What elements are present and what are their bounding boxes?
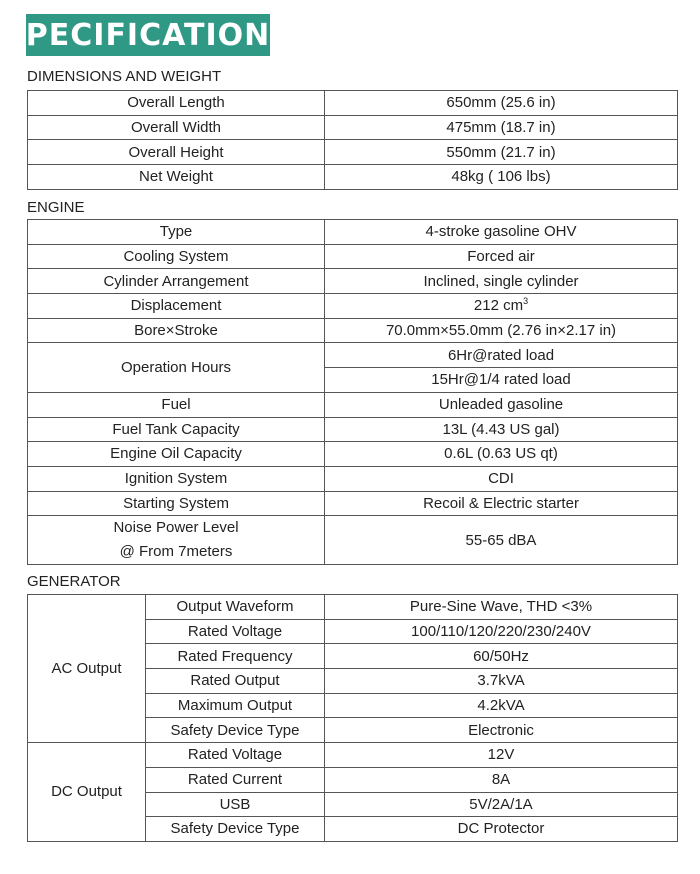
table-row [28, 516, 678, 565]
spec-value: 15Hr@1/4 rated load [325, 368, 678, 393]
spec-label: Overall Height [28, 140, 325, 165]
table-row [28, 392, 678, 417]
section-title-engine: ENGINE [27, 199, 85, 216]
table-row [28, 115, 678, 140]
table-row [28, 140, 678, 165]
spec-label: Safety Device Type [146, 718, 325, 743]
spec-value: 5V/2A/1A [325, 792, 678, 817]
spec-value: 55-65 dBA [325, 516, 678, 565]
spec-label: Cylinder Arrangement [28, 269, 325, 294]
spec-label: Type [28, 220, 325, 245]
table-row [28, 318, 678, 343]
spec-label: Operation Hours [28, 343, 325, 392]
table-row [28, 220, 678, 245]
table-row [28, 244, 678, 269]
spec-value: Forced air [325, 244, 678, 269]
spec-label: Rated Output [146, 669, 325, 694]
spec-value: CDI [325, 466, 678, 491]
spec-label: Fuel [28, 392, 325, 417]
group-label-dc: DC Output [28, 743, 146, 842]
spec-value: Unleaded gasoline [325, 392, 678, 417]
spec-label [28, 516, 325, 565]
spec-label: Cooling System [28, 244, 325, 269]
table-row [28, 491, 678, 516]
noise-label-line1: Noise Power Level [113, 519, 239, 537]
spec-label: Rated Frequency [146, 644, 325, 669]
spec-value: 475mm (18.7 in) [325, 115, 678, 140]
spec-label: USB [146, 792, 325, 817]
dimensions-table [27, 90, 678, 190]
table-row [28, 743, 678, 768]
spec-label: Fuel Tank Capacity [28, 417, 325, 442]
spec-value: Inclined, single cylinder [325, 269, 678, 294]
spec-label: Maximum Output [146, 693, 325, 718]
spec-value: 100/110/120/220/230/240V [325, 619, 678, 644]
table-row [28, 466, 678, 491]
spec-label: Rated Voltage [146, 743, 325, 768]
spec-value: 13L (4.43 US gal) [325, 417, 678, 442]
spec-value: 3.7kVA [325, 669, 678, 694]
table-row [28, 165, 678, 190]
spec-label: Rated Voltage [146, 619, 325, 644]
spec-value: DC Protector [325, 817, 678, 842]
spec-value: 6Hr@rated load [325, 343, 678, 368]
table-row [28, 442, 678, 467]
spec-label: Starting System [28, 491, 325, 516]
spec-label: Displacement [28, 294, 325, 319]
noise-label-line2: @ From 7meters [119, 543, 233, 561]
group-label-ac: AC Output [28, 595, 146, 743]
spec-label: Ignition System [28, 466, 325, 491]
spec-value: 0.6L (0.63 US qt) [325, 442, 678, 467]
spec-value: Pure-Sine Wave, THD <3% [325, 595, 678, 620]
spec-value: 60/50Hz [325, 644, 678, 669]
generator-table [27, 594, 678, 842]
table-row [28, 294, 678, 319]
displacement-value: 212 cm [473, 297, 524, 315]
spec-value: 4-stroke gasoline OHV [325, 220, 678, 245]
unit-superscript: 3 [523, 296, 529, 307]
table-row [28, 595, 678, 620]
spec-label: Safety Device Type [146, 817, 325, 842]
table-row [28, 91, 678, 116]
spec-label: Bore×Stroke [28, 318, 325, 343]
spec-value: 8A [325, 767, 678, 792]
spec-label: Overall Width [28, 115, 325, 140]
spec-value: 650mm (25.6 in) [325, 91, 678, 116]
engine-table [27, 219, 678, 565]
spec-label: Engine Oil Capacity [28, 442, 325, 467]
spec-value: 48kg ( 106 lbs) [325, 165, 678, 190]
spec-value: 550mm (21.7 in) [325, 140, 678, 165]
table-row [28, 269, 678, 294]
spec-label: Rated Current [146, 767, 325, 792]
spec-label: Overall Length [28, 91, 325, 116]
spec-label: Net Weight [28, 165, 325, 190]
spec-value [325, 294, 678, 319]
spec-value: Recoil & Electric starter [325, 491, 678, 516]
table-row [28, 343, 678, 368]
spec-value: 12V [325, 743, 678, 768]
table-row [28, 417, 678, 442]
spec-value: 4.2kVA [325, 693, 678, 718]
spec-value: 70.0mm×55.0mm (2.76 in×2.17 in) [325, 318, 678, 343]
spec-label: Output Waveform [146, 595, 325, 620]
spec-value: Electronic [325, 718, 678, 743]
section-title-generator: GENERATOR [27, 573, 121, 590]
section-title-dimensions: DIMENSIONS AND WEIGHT [27, 68, 222, 85]
page-title: SPECIFICATIONS [26, 14, 270, 56]
